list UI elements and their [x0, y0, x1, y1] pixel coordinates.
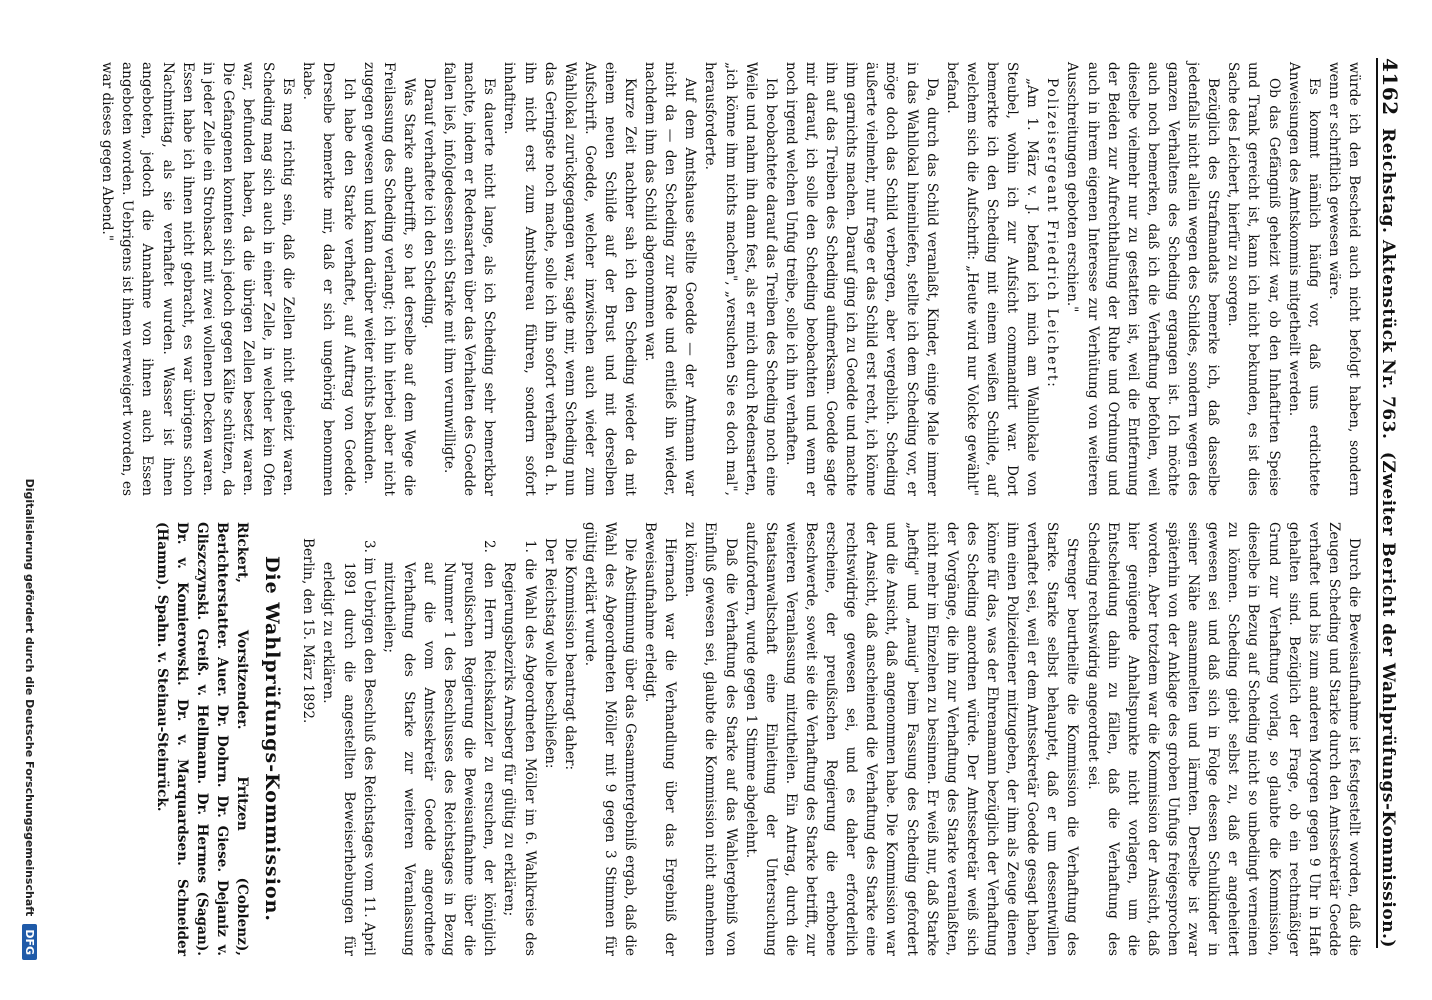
paragraph: Ich beobachtete darauf das Treiben des Scheding noch eine Weile und nahm ihn dann fest, als er mich durch Redensarten, „ich könne ihm nichts machen", „versuchen Sie es doch mal", herausforderte. [702, 62, 779, 496]
dfg-logo: DFG [22, 924, 37, 960]
paragraph: Ob das Gefängniß geheizt war, ob den Inhaftirten Speise und Trank gereicht ist, kann ich nicht bekunden, es ist dies Sache des Leichert, hierfür zu sorgen. [1225, 62, 1282, 496]
digitization-footer [22, 100, 37, 960]
signatories: Rickert, Vorsitzender. Fritzen (Coblenz), Berichterstatter. Auer. Dr. Dohrn. Dr. Giese. Dejaniz v. Gliszczynski. Greiß. v. Hellmann. Dr. Hermes (Sagan). Dr. v. Komierowski. Dr. v. Marquardsen. Schneider (Hamm). Spahn. v. Steinau-Steinrück. [153, 522, 251, 956]
paragraph: Strenger beurtheilte die Kommission die Verhaftung des Starke. Starke selbst behauptet, daß er um dessentwillen verhaftet sei, weil er dem Amtssekretär Goedde gesagt haben, ihm einen Polizeidiener mitzugeben, der ihm als Zeuge dienen könne für das, was der Ehrenamann bezüglich der Verhaftung des Scheding anordnen würde. Der Amtssekretär weiß sich der Vorgänge, die ihn zur Verhaftung des Starke veranlaßten, nicht mehr im Einzelnen zu besinnen. Er weiß nur, daß Starke „heftig" und „mauig" beim Fassung des Scheding gefordert und die Ansicht, daß angenommen habe. Die Kommission war der Ansicht, daß anscheinend die Verhaftung des Starke eine rechtswidrige gewesen sei, und es daher erforderlich erscheine, der preußischen Regierung die erhobene Beschwerde, soweit sie die Verhaftung des Starke betrifft, zur weiteren Veranlassung mitzutheilen. Ein Antrag, durch die Staatsanwaltschaft eine Einleitung der Untersuchung aufzufordern, wurde gegen 1 Stimme abgelehnt. [742, 522, 1081, 956]
paragraph: Der Reichstag wolle beschließen: [541, 538, 558, 769]
right-column [152, 522, 1364, 956]
motion-list [318, 522, 539, 956]
paragraph: Durch die Beweisaufnahme ist festgestellt worden, daß die Zeugen Scheding und Starke durch den Amtssekretär Goedde verhaftet und bis zum anderen Morgen gegen 9 Uhr in Haft gehalten sind. Bezüglich der Frage, ob ein rechtmäßiger Grund zur Verhaftung vorlag, so glaubte die Kommission, dieselbe in Bezug auf Scheding nicht so unbedingt verneinen zu können. Scheding giebt selbst zu, daß er angeheitert gewesen sei und daß sich in Folge dessen Schulkinder in seiner Nähe ansammelten und lärmten. Derselbe ist zwar späterhin von der Anklage des groben Unfugs freigesprochen worden. Aber trotzdem war die Kommission der Ansicht, daß hier genügende Anhaltspunkte nicht vorlagen, um die Entscheidung dahin zu fällen, daß die Verhaftung des Scheding rechtswidrig angeordnet sei. [1084, 522, 1362, 956]
paragraph: Es mag richtig sein, daß die Zellen nicht geheizt waren. Scheding mag sich auch in einer Zelle, in welcher kein Ofen war, befunden haben, da die übrigen Zellen besetzt waren. Die Gefangenen konnten sich jedoch gegen Kälte schützen, da in jeder Zelle ein Strohsack mit zwei wollenen Decken waren. Essen habe ich ihnen nicht gebracht, es war übrigens schon Nachmittag, als sie verhaftet wurden. Wasser ist ihnen angeboten, jedoch die Annahme von ihnen auch Essen angeboten worden. Uebrigens ist ihnen verweigert worden, es war dieses gegen Abend." [99, 62, 297, 496]
paragraph: Auf dem Amtshause stellte Goedde — der Amtmann war nicht da — den Scheding zur Rede und entließ ihn wieder, nachdem ihm das Schild abgenommen war. [642, 62, 699, 496]
paragraph: Bezüglich des Strafmandats bemerke ich, daß dasselbe jedenfalls nicht allein wegen des Schildes, sondern wegen des ganzen Verhaltens des Scheding ergangen ist. Ich möchte auch noch bemerken, daß ich die Verhaftung befohlen, weil dieselbe vielmehr nur zu gestatten ist, weil die Entfernung der Beiden zur Aufrechthaltung der Ruhe und Ordnung und auch in ihrem eigenen Interesse zur Verhütung von weiteren Ausschreitungen geboten erschien." [1064, 62, 1222, 496]
commission-heading: Die Wahlprüfungs-Kommission. [261, 555, 284, 923]
motion-item: 2. den Herrn Reichskanzler zu ersuchen, der königlich preußischen Regierung die Beweisaufnahme über die Nummer 1 des Beschlusses des Reichstages in Bezug auf die vom Amtssekretär Goedde angeordnete Verhaftung des Starke zur weiteren Veranlassung mitzutheilen; [380, 540, 498, 956]
paragraph: würde ich den Bescheid auch nicht befolgt haben, sondern wenn er schriftlich gewesen wäre. [1325, 62, 1362, 496]
footer-credit: Digitalisierung gefördert durch die Deutsche Forschungsgemeinschaft [23, 478, 36, 917]
paragraph: Darauf verhaftete ich den Scheding. [420, 78, 437, 329]
paragraph: Ich habe den Starke verhaftet, auf Auftrag von Goedde. Derselbe bemerkte mir, daß er sich ungehörig benommen habe. [300, 62, 357, 496]
paragraph: Die Abstimmung über das Gesammtergebniß ergab, daß die Wahl des Abgeordneten Möller mit 9 gegen 3 Stimmen für gültig erklärt wurde. [581, 522, 639, 956]
place-date: Berlin, den 15. März 1892. [300, 538, 317, 724]
left-column [97, 62, 1364, 496]
paragraph: Es kommt nämlich häufig vor, daß uns erdichtete Anweisungen des Amtskommis mitgetheilt werden. [1285, 62, 1322, 496]
paragraph: Daß die Verhaftung des Starke auf das Wahlergebniß von Einfluß gewesen sei, glaubte die Kommission nicht annehmen zu können. [682, 522, 739, 956]
page-header [1376, 58, 1412, 948]
paragraph: Da, durch das Schild veranlaßt, Kinder, einige Male immer in das Wahllokal hineinliefen, stellte ich dem Scheding vor, er möge doch das Schild verbergen, aber vergeblich. Scheding äußerte vielmehr, nur frage er das Schild erst recht, ich könne ihm garnichts machen. Darauf ging ich zu Goedde und machte ihn auf das Treiben des Scheding aufmerksam. Goedde sagte mir darauf, ich solle den Scheding beobachten und wenn er noch irgend welchen Unfug treibe, solle ich ihn verhaften. [782, 62, 940, 496]
header-right-title: (Zweiter Bericht der Wahlprüfungs-Kommission.) [1378, 451, 1398, 948]
paragraph: „Am 1. März v. J. befand ich mich am Wahllokale von Steubel, wohin ich zur Aufsicht commandirt war. Dort bemerkte ich den Scheding mit einem weißen Schilde, auf welchem sich die Aufschrift: „Heute wird nur Volcke gewählt" befand. [943, 62, 1041, 496]
paragraph: Was Starke anbetrifft, so hat derselbe auf dem Wege die Freilassung des Scheding verlangt; ich hin hierbei aber nicht zugegen gewesen und kann darüber weiter nichts bekunden. [360, 62, 417, 496]
witness-name: Polizeisergeant Friedrich Leichert: [1044, 78, 1061, 389]
page-number: 4162 [1378, 58, 1402, 116]
paragraph: Es dauerte nicht lange, als ich Scheding sehr bemerkbar machte, indem er Redensarten über das Verhalten des Goedde fallen ließ, infolgedessen sich Starke mit ihm verunwilligte. [441, 62, 498, 496]
paragraph: Kurze Zeit nachher sah ich den Scheding wieder da mit einem neuen Schilde auf der Brust und mit derselben Aufschrift. Goedde, welcher inzwischen auch wieder zum Wahllokal zurückgegangen war, sagte mir, wenn Scheding nun das Geringste noch mache, solle ich ihn sofort verhaften d. h. ihn nicht erst zum Amtsbureau führen, sondern sofort inhaftiren. [501, 62, 639, 496]
motion-item: 1. die Wahl des Abgeordneten Möller im 6. Wahlkreise des Regierungsbezirks Arnsberg für gültig zu erklären; [501, 540, 538, 956]
paragraph: Hiernach war die Verhandlung über das Ergebniß der Beweisaufnahme erledigt. [642, 522, 679, 956]
motion-item: 3. im Uebrigen den Beschluß des Reichstages vom 11. April 1891 durch die angestellten Beweiserhebungen für erledigt zu erklären. [320, 540, 377, 956]
paragraph: Die Kommission beantragt daher: [561, 538, 578, 771]
header-left-title: Reichstag. Aktenstück Nr. 763. [1378, 128, 1398, 440]
